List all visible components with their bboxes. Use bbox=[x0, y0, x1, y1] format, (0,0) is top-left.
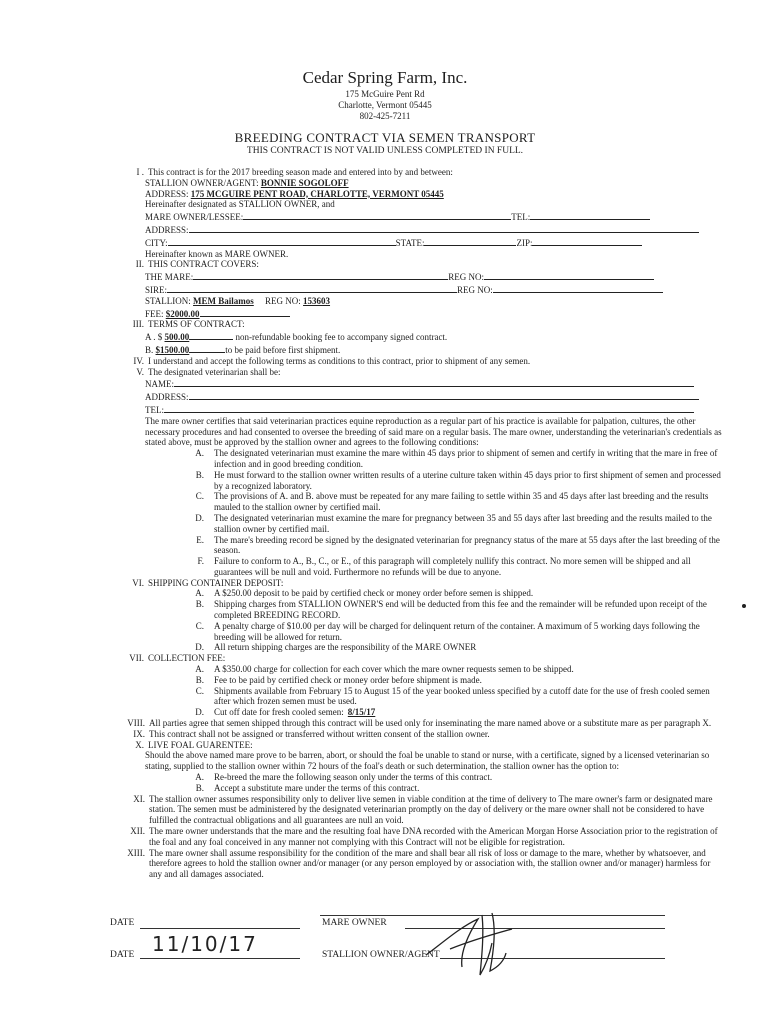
section-9: IX. This contract shall not be assigned or transferred without written consent of the stallion owner. bbox=[133, 728, 490, 739]
item-letter: B. bbox=[195, 599, 204, 610]
city-field[interactable] bbox=[168, 236, 396, 246]
designated-stallion-text: Hereinafter designated as STALLION OWNER, and bbox=[145, 199, 335, 210]
fee-value: $2000.00 bbox=[165, 308, 200, 319]
vet-name-line: NAME: bbox=[112, 377, 724, 390]
item-letter: A. bbox=[195, 772, 204, 783]
farm-phone: 802-425-7211 bbox=[359, 111, 411, 121]
item-letter: F. bbox=[197, 556, 204, 567]
stallion-name-value: MEM Bailamos bbox=[193, 295, 254, 306]
farm-city: Charlotte, Vermont 05445 bbox=[338, 100, 432, 110]
vet-name-field[interactable] bbox=[174, 377, 694, 387]
mare-address-line: ADDRESS: bbox=[112, 223, 724, 236]
terms-a-line: A . $ 500.00 non-refundable booking fee to accompany signed contract. bbox=[145, 332, 448, 343]
item-letter: D. bbox=[195, 642, 204, 653]
stallion-line: STALLION: MEM Bailamos REG NO: 153603 bbox=[145, 295, 331, 306]
cutoff-date-value: 8/15/17 bbox=[347, 707, 376, 718]
vet-condition-4 bbox=[112, 535, 724, 557]
collection-item-3 bbox=[112, 707, 724, 718]
live-foal-paragraph: Should the above named mare prove to be barren, abort, or should the foal be unable to stand or nurse, with a certificate, signed by a licensed veterinarian so stating, supplied to the stallion owner within 72 hours of the foal's death or such determination, the stallion owner has the option to: bbox=[145, 750, 710, 772]
section-5-heading: V. The designated veterinarian shall be: bbox=[136, 366, 281, 377]
vet-tel-line: TEL: bbox=[112, 403, 724, 416]
mare-owner-line: MARE OWNER/LESSEE: TEL: bbox=[112, 210, 724, 223]
item-letter: C. bbox=[195, 491, 204, 502]
terms-b-line: B. $1500.00 to be paid before first shipment. bbox=[145, 344, 341, 355]
stallion-owner-line: STALLION OWNER/AGENT: BONNIE SOGOLOFF bbox=[145, 177, 349, 188]
deposit-item-2 bbox=[112, 621, 724, 643]
vet-condition-2 bbox=[112, 491, 724, 513]
stallion-owner-signature-label: STALLION OWNER/AGENT bbox=[322, 950, 440, 960]
item-text: Accept a substitute mare under the terms of this contract. bbox=[214, 782, 420, 793]
zip-field[interactable] bbox=[532, 236, 642, 246]
known-as-text: Hereinafter known as MARE OWNER. bbox=[145, 248, 289, 259]
date-label-1: DATE bbox=[110, 918, 135, 928]
item-letter: B. bbox=[195, 469, 204, 480]
section-2-heading: II. THIS CONTRACT COVERS: bbox=[135, 259, 259, 270]
item-text: He must forward to the stallion owner written results of a uterine culture taken within 45 days prior to first shipment of semen and processed by a recognized laboratory. bbox=[214, 469, 721, 491]
balance-value: $1500.00 bbox=[155, 344, 190, 355]
mare-address-field[interactable] bbox=[189, 223, 699, 233]
booking-fee-value: 500.00 bbox=[164, 332, 190, 343]
farm-street: 175 McGuire Pent Rd bbox=[345, 89, 425, 99]
vet-condition-5 bbox=[112, 556, 724, 578]
item-letter: B. bbox=[195, 674, 204, 685]
container-deposit-list bbox=[112, 588, 724, 653]
stallion-address-line: ADDRESS: 175 MCGUIRE PENT ROAD, CHARLOTTE, VERMONT 05445 bbox=[145, 188, 444, 199]
item-letter: D. bbox=[195, 512, 204, 523]
section-8: VIII. All parties agree that semen shipped through this contract will be used only for inseminating the mare named above or a substitute mare as per paragraph X. bbox=[127, 718, 712, 729]
item-text: Failure to conform to A., B., C., or E., of this paragraph will completely nullify this contract. No more semen will be shipped and all guarantees will be null and void. Furthermore no refunds will be due to anyone. bbox=[214, 556, 691, 577]
vet-condition-0 bbox=[112, 448, 724, 470]
section-12: XII. The mare owner understands that the mare and the resulting foal have DNA recorded with the American Morgan Horse Association prior to the registration of the foal and any foal conceived in any manner not complying with this Contract will not be eligible for registration. bbox=[130, 826, 718, 847]
item-letter: A. bbox=[195, 664, 204, 675]
deposit-item-3 bbox=[112, 642, 724, 653]
section-4: IV. I understand and accept the following terms as conditions to this contract, prior to shipment of any semen. bbox=[133, 355, 531, 366]
sire-field[interactable] bbox=[167, 283, 457, 293]
item-text: The provisions of A. and B. above must be repeated for any mare failing to settle within 35 and 45 days after last breeding and the results mauled to the stallion owner by certified mail. bbox=[214, 491, 709, 513]
item-letter: D. bbox=[195, 707, 204, 718]
item-text: The designated veterinarian must examine the mare within 45 days prior to shipment of semen and certify in writing that the mare in free of infection and in good breeding condition. bbox=[214, 448, 718, 469]
city-state-zip-line: CITY: STATE: ZIP: bbox=[112, 236, 724, 249]
fee-line: FEE: $2000.00 bbox=[112, 307, 724, 320]
item-text: Cut off date for fresh cooled semen: 8/15/17 bbox=[214, 707, 376, 718]
vet-address-field[interactable] bbox=[189, 390, 699, 400]
item-text: A $250.00 deposit to be paid by certified check or money order before semen is shipped. bbox=[214, 588, 534, 599]
stray-mark bbox=[742, 604, 746, 608]
vet-tel-field[interactable] bbox=[164, 403, 694, 413]
handwritten-signature bbox=[420, 905, 530, 985]
date-label-2: DATE bbox=[110, 950, 135, 960]
sire-line: SIRE: REG NO: bbox=[112, 283, 724, 296]
stallion-owner-value: BONNIE SOGOLOFF bbox=[260, 177, 349, 188]
item-letter: E. bbox=[196, 534, 204, 545]
contract-body bbox=[112, 167, 724, 880]
item-text: All return shipping charges are the responsibility of the MARE OWNER bbox=[214, 642, 477, 653]
item-text: A penalty charge of $10.00 per day will be charged for delinquent return of the container. A maximum of 5 working days following the breeding will be allowed for return. bbox=[214, 620, 700, 642]
vet-conditions-list bbox=[112, 448, 724, 578]
item-letter: C. bbox=[195, 685, 204, 696]
section-13: XIII. The mare owner shall assume responsibility for the condition of the mare and shall bear all risk of loss or damage to the mare, whether by whatsoever, and therefore agrees to hold the stallion owner and/or manager (or any person employed by or association with, the stallion owner and/or manager) harmless for any and all damages associated. bbox=[127, 847, 711, 880]
stallion-address-value: 175 MCGUIRE PENT ROAD, CHARLOTTE, VERMONT 05445 bbox=[190, 188, 444, 199]
mare-line: THE MARE: REG NO: bbox=[112, 270, 724, 283]
section-6-heading: VI. SHIPPING CONTAINER DEPOSIT: bbox=[132, 577, 284, 588]
item-text: Shipping charges from STALLION OWNER'S end will be deducted from this fee and the remainder will be refunded upon receipt of the completed BREEDING RECORD. bbox=[214, 599, 707, 621]
foal-option-0 bbox=[112, 772, 724, 783]
deposit-item-1 bbox=[112, 599, 724, 621]
foal-option-1 bbox=[112, 783, 724, 794]
vet-certification-paragraph: The mare owner certifies that said veterinarian practices equine reproduction as a regular part of his practice is available for palpation, cultures, the other necessary procedures and had consented to oversee the breeding of said mare on a regular basis. The mare owner, understanding the veterinarian's credentials as stated above, must be approved by the stallion owner and agrees to the following conditions: bbox=[145, 415, 722, 448]
section-11: XI. The stallion owner assumes responsibility only to deliver live semen in viable condition at the time of delivery to The mare owner's farm or designated mare station. The semen must be administered by the designated veterinarian promptly on the day of delivery or the mare owner shall not be considered to have fulfilled the contractual obligations and all guarantees are null an void. bbox=[133, 793, 713, 826]
item-text: A $350.00 charge for collection for each cover which the mare owner requests semen to be shipped. bbox=[214, 664, 574, 675]
section-10-heading: X. LIVE FOAL GUARENTEE: bbox=[135, 739, 253, 750]
mare-name-field[interactable] bbox=[193, 270, 448, 280]
mare-owner-signature-label: MARE OWNER bbox=[322, 918, 387, 928]
item-text: Shipments available from February 15 to August 15 of the year booked unless specified by a cutoff date for the use of fresh cooled semen after which frozen semen must be used. bbox=[214, 685, 710, 707]
contract-title: BREEDING CONTRACT VIA SEMEN TRANSPORT bbox=[234, 130, 536, 145]
item-letter: A. bbox=[195, 588, 204, 599]
item-letter: B. bbox=[195, 782, 204, 793]
item-letter: A. bbox=[195, 448, 204, 459]
date-field-1[interactable] bbox=[140, 928, 300, 929]
section-3-heading: III. TERMS OF CONTRACT: bbox=[132, 319, 245, 330]
deposit-item-0 bbox=[112, 588, 724, 599]
mare-owner-tel-field[interactable] bbox=[530, 210, 650, 220]
section-7-heading: VII. COLLECTION FEE: bbox=[129, 653, 226, 664]
farm-name: Cedar Spring Farm, Inc. bbox=[302, 68, 468, 87]
stallion-reg-value: 153603 bbox=[303, 295, 331, 306]
date-field-2[interactable] bbox=[140, 958, 300, 959]
contract-subtitle: THIS CONTRACT IS NOT VALID UNLESS COMPLETED IN FULL. bbox=[246, 146, 524, 156]
collection-fee-list bbox=[112, 664, 724, 718]
section-1-intro: I . This contract is for the 2017 breeding season made and entered into by and between: bbox=[136, 167, 453, 177]
item-text: Re-breed the mare the following season only under the terms of this contract. bbox=[214, 772, 493, 783]
sire-reg-field[interactable] bbox=[493, 283, 663, 293]
collection-item-0 bbox=[112, 664, 724, 675]
vet-condition-1 bbox=[112, 470, 724, 492]
item-letter: C. bbox=[195, 620, 204, 631]
item-text: Fee to be paid by certified check or money order before shipment is made. bbox=[214, 674, 482, 685]
mare-owner-field[interactable] bbox=[243, 210, 511, 220]
item-text: The designated veterinarian must examine the mare for pregnancy between 35 and 55 days after last breeding and the results mailed to the stallion owner by certified mail. bbox=[214, 512, 712, 534]
vet-condition-3 bbox=[112, 513, 724, 535]
state-field[interactable] bbox=[424, 236, 516, 246]
vet-address-line: ADDRESS: bbox=[112, 390, 724, 403]
handwritten-date: 11/10/17 bbox=[152, 932, 258, 956]
collection-item-1 bbox=[112, 675, 724, 686]
item-text: The mare's breeding record be signed by the designated veterinarian for pregnancy status of the mare at 55 days after the last breeding of the season. bbox=[214, 534, 720, 556]
mare-reg-field[interactable] bbox=[484, 270, 654, 280]
live-foal-options-list bbox=[112, 772, 724, 794]
collection-item-2 bbox=[112, 686, 724, 708]
